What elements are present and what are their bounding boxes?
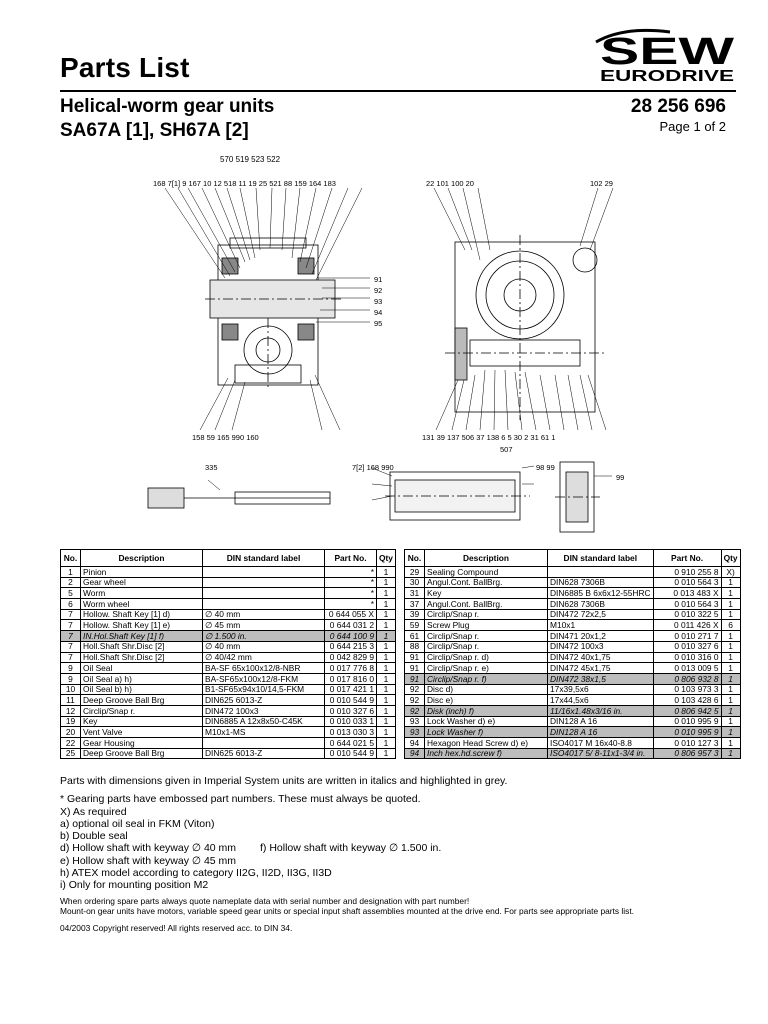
cell-no: 29 xyxy=(405,567,425,578)
cell-part-no: 0 017 421 1 xyxy=(325,684,377,695)
cell-part-no: 0 010 564 3 xyxy=(653,577,721,588)
cell-no: 7 xyxy=(61,631,81,642)
callout-label: 95 xyxy=(374,319,383,328)
notes-section xyxy=(60,775,736,934)
cell-no: 22 xyxy=(61,738,81,749)
table-row xyxy=(405,663,741,674)
note-x: X) As required xyxy=(60,805,127,818)
col-no: No. xyxy=(61,550,81,567)
cell-qty: 1 xyxy=(377,567,396,578)
table-row xyxy=(61,609,396,620)
parts-table-left xyxy=(60,549,396,759)
cell-no: 31 xyxy=(405,588,425,599)
note-a: a) optional oil seal in FKM (Viton) xyxy=(60,817,215,830)
table-row xyxy=(61,567,396,578)
cell-no: 92 xyxy=(405,705,425,716)
cell-description: Worm xyxy=(81,588,203,599)
cell-qty: 1 xyxy=(721,588,740,599)
note-mount-on: Mount-on gear units have motors, variable speed gear units or special input shaft assemblies mounted at the drive end. For parts see appropriate parts list. xyxy=(60,906,634,917)
cell-description: Disc e) xyxy=(425,695,548,706)
logo-sew: SEW xyxy=(600,31,735,73)
table-row xyxy=(61,620,396,631)
col-description: Description xyxy=(425,550,548,567)
cell-description: Oil Seal xyxy=(81,663,203,674)
cell-no: 91 xyxy=(405,673,425,684)
cell-description: Disk (inch) f) xyxy=(425,705,548,716)
shrink-disc xyxy=(555,462,612,532)
header-rule xyxy=(60,90,736,92)
cell-no: 91 xyxy=(405,652,425,663)
cell-description: Deep Groove Ball Brg xyxy=(81,748,203,759)
cell-qty: 1 xyxy=(377,684,396,695)
cell-no: 59 xyxy=(405,620,425,631)
cell-din-label: DIN628 7306B xyxy=(548,577,654,588)
callouts-right-side xyxy=(374,275,382,328)
cell-no: 9 xyxy=(61,663,81,674)
table-row xyxy=(405,631,741,642)
parts-table-right xyxy=(404,549,741,759)
cell-part-no: 0 010 327 6 xyxy=(653,641,721,652)
callout-507: 507 xyxy=(500,445,513,454)
table-row xyxy=(61,588,396,599)
exploded-view-drawing xyxy=(60,150,736,545)
product-name: Helical-worm gear units xyxy=(60,96,275,117)
cell-part-no: 0 013 030 3 xyxy=(325,727,377,738)
cell-din-label: DIN625 6013-Z xyxy=(203,695,325,706)
copyright: 04/2003 Copyright reserved! All rights reserved acc. to DIN 34. xyxy=(60,923,293,934)
cell-no: 7 xyxy=(61,652,81,663)
shrink-disc-shaft xyxy=(372,466,534,520)
note-imperial: Parts with dimensions given in Imperial System units are written in italics and highlighted in grey. xyxy=(60,775,508,787)
callouts-bottom-left: 158 59 165 990 160 xyxy=(192,433,259,442)
cell-part-no: 0 806 942 5 xyxy=(653,705,721,716)
cell-din-label: DIN472 38x1,5 xyxy=(548,673,654,684)
table-row xyxy=(61,695,396,706)
table-row xyxy=(405,599,741,610)
cell-no: 92 xyxy=(405,695,425,706)
cell-description: Angul.Cont. BallBrg. xyxy=(425,577,548,588)
cell-description: IN.Hol.Shaft Key [1] f) xyxy=(81,631,203,642)
table-row xyxy=(61,641,396,652)
cell-description: Hollow. Shaft Key [1] d) xyxy=(81,609,203,620)
cell-no: 7 xyxy=(61,641,81,652)
cell-description: Inch hex.hd.screw f) xyxy=(425,748,548,759)
cell-no: 93 xyxy=(405,727,425,738)
table-row xyxy=(405,684,741,695)
cell-description: Lock Washer f) xyxy=(425,727,548,738)
cell-qty: 1 xyxy=(721,727,740,738)
col-description: Description xyxy=(81,550,203,567)
table-row xyxy=(405,609,741,620)
cell-part-no: 0 010 327 6 xyxy=(325,705,377,716)
cell-qty: 1 xyxy=(377,631,396,642)
cell-description: Key xyxy=(425,588,548,599)
cell-qty: 1 xyxy=(377,748,396,759)
cell-din-label: DIN472 72x2,5 xyxy=(548,609,654,620)
cell-din-label: 17x39,5x6 xyxy=(548,684,654,695)
cell-part-no: 0 010 316 0 xyxy=(653,652,721,663)
product-models: SA67A [1], SH67A [2] xyxy=(60,120,249,141)
cell-qty: 1 xyxy=(721,577,740,588)
note-e: e) Hollow shaft with keyway ∅ 45 mm xyxy=(60,854,237,867)
page-indicator: Page 1 of 2 xyxy=(659,119,726,134)
cell-part-no: 0 644 100 9 xyxy=(325,631,377,642)
cell-din-label: DIN6885 B 6x6x12-55HRC xyxy=(548,588,654,599)
cell-part-no: 0 042 829 9 xyxy=(325,652,377,663)
cell-din-label: DIN472 100x3 xyxy=(548,641,654,652)
col-din: DIN standard label xyxy=(203,550,325,567)
cell-qty: 1 xyxy=(721,609,740,620)
cell-description: Circlip/Snap r. xyxy=(425,609,548,620)
table-row xyxy=(61,738,396,749)
cell-qty: 1 xyxy=(721,641,740,652)
logo-eurodrive: EURODRIVE xyxy=(600,68,735,84)
cell-description: Circlip/Snap r. e) xyxy=(425,663,548,674)
cell-description: Hollow. Shaft Key [1] e) xyxy=(81,620,203,631)
note-b: b) Double seal xyxy=(60,830,128,843)
note-f: f) Hollow shaft with keyway ∅ 1.500 in. xyxy=(260,842,442,855)
note-i: i) Only for mounting position M2 xyxy=(60,879,209,892)
cell-description: Gear Housing xyxy=(81,738,203,749)
table-row xyxy=(405,716,741,727)
cell-din-label xyxy=(203,588,325,599)
cell-no: 94 xyxy=(405,738,425,749)
cell-description: Sealing Compound xyxy=(425,567,548,578)
table-row xyxy=(61,684,396,695)
cell-din-label: DIN6885 A 12x8x50-C45K xyxy=(203,716,325,727)
cell-din-label xyxy=(548,567,654,578)
cell-description: Disc d) xyxy=(425,684,548,695)
note-d: d) Hollow shaft with keyway ∅ 40 mm xyxy=(60,842,237,855)
cell-part-no: 0 644 055 X xyxy=(325,609,377,620)
cell-description: Circlip/Snap r. d) xyxy=(425,652,548,663)
cell-part-no: * xyxy=(325,567,377,578)
cell-description: Oil Seal a) h) xyxy=(81,673,203,684)
sew-eurodrive-logo xyxy=(594,24,736,84)
cell-din-label xyxy=(203,567,325,578)
cell-part-no: 0 644 021 5 xyxy=(325,738,377,749)
table-row xyxy=(61,727,396,738)
cell-description: Deep Groove Ball Brg xyxy=(81,695,203,706)
left-sectional-view xyxy=(205,238,342,390)
table-row xyxy=(61,652,396,663)
cell-part-no: 0 010 271 7 xyxy=(653,631,721,642)
cell-part-no: 0 010 033 1 xyxy=(325,716,377,727)
cell-din-label: DIN128 A 16 xyxy=(548,727,654,738)
cell-din-label xyxy=(203,738,325,749)
cell-din-label: DIN472 40x1,75 xyxy=(548,652,654,663)
cell-no: 94 xyxy=(405,748,425,759)
cell-no: 10 xyxy=(61,684,81,695)
callout-99b: 99 xyxy=(616,473,625,482)
note-ordering: When ordering spare parts always quote nameplate data with serial number and designation with part number! xyxy=(60,895,470,906)
table-row xyxy=(61,663,396,674)
cell-din-label: 17x44,5x6 xyxy=(548,695,654,706)
cell-din-label: M10x1 xyxy=(548,620,654,631)
document-number: 28 256 696 xyxy=(630,96,726,117)
cell-qty: 1 xyxy=(721,716,740,727)
table-row xyxy=(405,705,741,716)
cell-no: 12 xyxy=(61,705,81,716)
cell-description: Vent Valve xyxy=(81,727,203,738)
cell-part-no: * xyxy=(325,599,377,610)
cell-description: Circlip/Snap r. xyxy=(425,631,548,642)
cell-qty: 1 xyxy=(377,588,396,599)
cell-qty: 1 xyxy=(377,577,396,588)
cell-no: 20 xyxy=(61,727,81,738)
table-header-row xyxy=(61,550,396,567)
right-front-view xyxy=(445,235,605,420)
col-partno: Part No. xyxy=(325,550,377,567)
table-row xyxy=(405,577,741,588)
cell-description: Circlip/Snap r. xyxy=(81,705,203,716)
table-row xyxy=(405,652,741,663)
cell-qty: 1 xyxy=(721,748,740,759)
cell-no: 7 xyxy=(61,609,81,620)
cell-qty: 1 xyxy=(721,705,740,716)
cell-no: 39 xyxy=(405,609,425,620)
cell-qty: 1 xyxy=(721,695,740,706)
callout-label: 92 xyxy=(374,286,383,295)
cell-qty: 1 xyxy=(377,609,396,620)
cell-part-no: 0 017 776 8 xyxy=(325,663,377,674)
cell-no: 6 xyxy=(61,599,81,610)
cell-part-no: 0 806 957 3 xyxy=(653,748,721,759)
cell-description: Circlip/Snap r. f) xyxy=(425,673,548,684)
cell-din-label: DIN472 45x1,75 xyxy=(548,663,654,674)
cell-qty: 1 xyxy=(377,620,396,631)
drawing-callouts xyxy=(153,155,624,482)
table-row xyxy=(61,748,396,759)
cell-qty: 1 xyxy=(377,695,396,706)
cell-no: 93 xyxy=(405,716,425,727)
cell-part-no: 0 010 544 9 xyxy=(325,695,377,706)
cell-part-no: 0 011 426 X xyxy=(653,620,721,631)
cell-description: Worm wheel xyxy=(81,599,203,610)
table-row xyxy=(61,599,396,610)
cell-din-label: DIN128 A 16 xyxy=(548,716,654,727)
cell-qty: 1 xyxy=(377,673,396,684)
cell-no: 92 xyxy=(405,684,425,695)
col-partno: Part No. xyxy=(653,550,721,567)
cell-no: 37 xyxy=(405,599,425,610)
cell-din-label: 11/16x1.48x3/16 in. xyxy=(548,705,654,716)
cell-description: Holl.Shaft Shr.Disc [2] xyxy=(81,641,203,652)
callout-label: 91 xyxy=(374,275,383,284)
cell-qty: 1 xyxy=(721,652,740,663)
table-row xyxy=(405,748,741,759)
cell-part-no: 0 103 973 3 xyxy=(653,684,721,695)
cell-no: 5 xyxy=(61,588,81,599)
cell-no: 88 xyxy=(405,641,425,652)
cell-qty: 1 xyxy=(377,641,396,652)
cell-part-no: 0 806 932 8 xyxy=(653,673,721,684)
cell-description: Gear wheel xyxy=(81,577,203,588)
cell-no: 11 xyxy=(61,695,81,706)
cell-no: 1 xyxy=(61,567,81,578)
cell-description: Key xyxy=(81,716,203,727)
callouts-shaft: 7[2] 168 990 xyxy=(352,463,394,472)
hollow-shaft-key xyxy=(148,480,330,508)
cell-description: Oil Seal b) h) xyxy=(81,684,203,695)
cell-din-label: DIN472 100x3 xyxy=(203,705,325,716)
cell-din-label xyxy=(203,599,325,610)
cell-qty: 1 xyxy=(721,673,740,684)
cell-qty: X) xyxy=(721,567,740,578)
callouts-top-right: 22 101 100 20 xyxy=(426,179,474,188)
cell-din-label: BA-SF 65x100x12/8-NBR xyxy=(203,663,325,674)
cell-no: 25 xyxy=(61,748,81,759)
cell-din-label: ISO4017 5/ 8-11x1-3/4 in. xyxy=(548,748,654,759)
cell-qty: 1 xyxy=(377,716,396,727)
cell-din-label: ∅ 40/42 mm xyxy=(203,652,325,663)
cell-no: 61 xyxy=(405,631,425,642)
note-gearing: * Gearing parts have embossed part numbers. These must always be quoted. xyxy=(60,793,421,806)
cell-description: Pinion xyxy=(81,567,203,578)
cell-description: Holl.Shaft Shr.Disc [2] xyxy=(81,652,203,663)
table-row xyxy=(405,673,741,684)
cell-part-no: 0 010 544 9 xyxy=(325,748,377,759)
cell-no: 30 xyxy=(405,577,425,588)
cell-qty: 1 xyxy=(377,652,396,663)
cell-part-no: 0 013 009 5 xyxy=(653,663,721,674)
cell-description: Lock Washer d) e) xyxy=(425,716,548,727)
cell-no: 2 xyxy=(61,577,81,588)
cell-no: 7 xyxy=(61,620,81,631)
cell-part-no: 0 010 995 9 xyxy=(653,727,721,738)
cell-din-label xyxy=(203,577,325,588)
cell-din-label: ∅ 45 mm xyxy=(203,620,325,631)
cell-qty: 1 xyxy=(721,684,740,695)
cell-qty: 1 xyxy=(721,631,740,642)
cell-din-label: DIN628 7306B xyxy=(548,599,654,610)
callout-label: 94 xyxy=(374,308,383,317)
table-row xyxy=(405,738,741,749)
table-row xyxy=(405,727,741,738)
col-din: DIN standard label xyxy=(548,550,654,567)
cell-qty: 1 xyxy=(377,727,396,738)
cell-part-no: 0 644 031 2 xyxy=(325,620,377,631)
cell-qty: 1 xyxy=(377,599,396,610)
table-header-row xyxy=(405,550,741,567)
col-qty: Qty xyxy=(721,550,740,567)
cell-no: 91 xyxy=(405,663,425,674)
cell-qty: 1 xyxy=(377,738,396,749)
cell-part-no: 0 013 483 X xyxy=(653,588,721,599)
cell-part-no: 0 017 816 0 xyxy=(325,673,377,684)
cell-din-label: ∅ 40 mm xyxy=(203,641,325,652)
table-row xyxy=(405,588,741,599)
callout-label: 93 xyxy=(374,297,383,306)
table-row xyxy=(61,673,396,684)
cell-part-no: 0 010 995 9 xyxy=(653,716,721,727)
cell-description: Hexagon Head Screw d) e) xyxy=(425,738,548,749)
cell-part-no: 0 910 255 8 xyxy=(653,567,721,578)
cell-part-no: * xyxy=(325,577,377,588)
note-h: h) ATEX model according to category II2G, II2D, II3G, II3D xyxy=(60,867,332,880)
cell-din-label: M10x1-MS xyxy=(203,727,325,738)
leader-lines-right xyxy=(434,188,613,430)
cell-no: 9 xyxy=(61,673,81,684)
page-title: Parts List xyxy=(60,52,190,83)
table-row xyxy=(61,716,396,727)
cell-din-label: BA-SF65x100x12/8-FKM xyxy=(203,673,325,684)
callouts-top-left: 168 7[1] 9 167 10 12 518 11 19 25 521 88 159 164 183 xyxy=(153,179,336,188)
cell-part-no: 0 103 428 6 xyxy=(653,695,721,706)
cell-din-label: DIN625 6013-Z xyxy=(203,748,325,759)
cell-part-no: 0 010 322 5 xyxy=(653,609,721,620)
callouts-top-right-b: 102 29 xyxy=(590,179,613,188)
cell-part-no: * xyxy=(325,588,377,599)
table-row xyxy=(61,577,396,588)
cell-din-label: B1-SF65x94x10/14,5-FKM xyxy=(203,684,325,695)
cell-qty: 1 xyxy=(377,705,396,716)
callouts-bottom-right: 131 39 137 506 37 138 6 5 30 2 31 61 1 xyxy=(422,433,556,442)
table-row xyxy=(405,620,741,631)
table-row xyxy=(61,631,396,642)
table-row xyxy=(405,641,741,652)
cell-din-label: ∅ 40 mm xyxy=(203,609,325,620)
note-d-f xyxy=(60,842,736,854)
cell-din-label: ∅ 1.500 in. xyxy=(203,631,325,642)
table-row xyxy=(405,695,741,706)
cell-din-label: ISO4017 M 16x40-8.8 xyxy=(548,738,654,749)
cell-description: Screw Plug xyxy=(425,620,548,631)
table-row xyxy=(61,705,396,716)
callouts-shaft-right: 98 99 xyxy=(536,463,555,472)
cell-qty: 1 xyxy=(721,599,740,610)
cell-no: 19 xyxy=(61,716,81,727)
cell-description: Angul.Cont. BallBrg. xyxy=(425,599,548,610)
cell-qty: 1 xyxy=(377,663,396,674)
cell-qty: 1 xyxy=(721,663,740,674)
col-no: No. xyxy=(405,550,425,567)
table-row xyxy=(405,567,741,578)
cell-din-label: DIN471 20x1,2 xyxy=(548,631,654,642)
cell-part-no: 0 010 564 3 xyxy=(653,599,721,610)
cell-qty: 1 xyxy=(721,738,740,749)
cell-description: Circlip/Snap r. xyxy=(425,641,548,652)
callout-335: 335 xyxy=(205,463,218,472)
cell-qty: 6 xyxy=(721,620,740,631)
col-qty: Qty xyxy=(377,550,396,567)
cell-part-no: 0 644 215 3 xyxy=(325,641,377,652)
cell-part-no: 0 010 127 3 xyxy=(653,738,721,749)
callouts-top-extra: 570 519 523 522 xyxy=(220,155,281,164)
